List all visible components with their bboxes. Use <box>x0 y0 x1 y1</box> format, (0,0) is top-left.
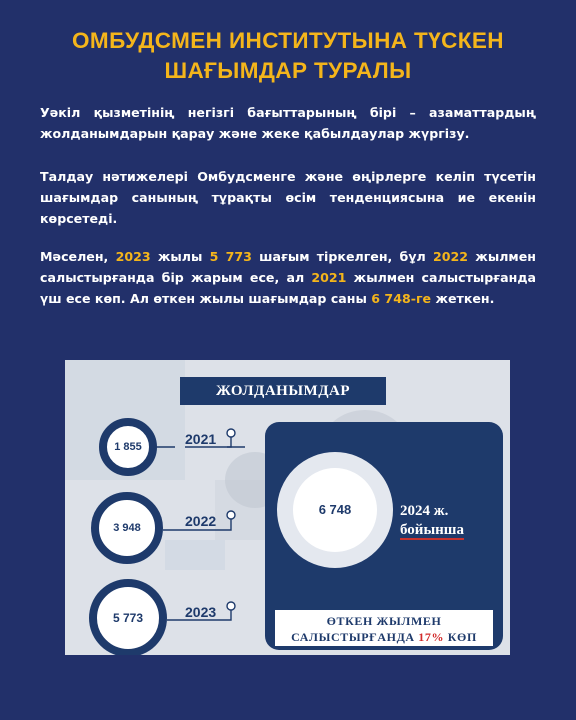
infographic <box>65 360 510 655</box>
paragraph-2: Талдау нәтижелері Омбудсменге және өңірлерге келіп түсетін шағымдар санының тұрақты өсім тенденциясына ие екенін көрсетеді. <box>40 169 536 226</box>
paragraph-1: Уәкіл қызметінің негізгі бағыттарының бірі – азаматтардың жолданымдарын қарау және жеке қабылдаулар жүргізу. <box>40 105 536 141</box>
paragraph-3 <box>40 246 536 309</box>
highlight-year-line1: 2024 ж. <box>400 503 449 519</box>
caption-line1: ӨТКЕН ЖЫЛМЕН <box>326 614 442 628</box>
year-label-2023: 2023 <box>185 604 217 620</box>
highlight-year <box>400 502 500 540</box>
ring-value: 5 773 <box>112 611 144 625</box>
text-segment: жылы <box>150 249 210 264</box>
big-ring-value: 6 748 <box>318 502 352 517</box>
ring-2023 <box>89 579 167 655</box>
text-segment: жылмен салыстырғанда үш есе көп. Ал өткен жылы шағымдар саны <box>40 270 536 306</box>
highlight-year-2023: 2023 <box>115 249 151 264</box>
highlight-year-2022: 2022 <box>433 249 469 264</box>
highlight-year-2021: 2021 <box>311 270 347 285</box>
caption-line2a: САЛЫСТЫРҒАНДА <box>291 630 419 644</box>
text-segment: жеткен. <box>431 291 495 306</box>
caption-percent: 17% <box>418 630 445 644</box>
highlight-panel <box>265 422 503 650</box>
caption-line2b: КӨП <box>444 630 477 644</box>
ring-2021 <box>99 418 157 476</box>
ring-value: 3 948 <box>113 522 141 534</box>
highlight-count-last-year: 6 748-ге <box>371 291 432 306</box>
highlight-count-2023: 5 773 <box>209 249 252 264</box>
year-label-2021: 2021 <box>185 431 217 447</box>
ring-2022 <box>91 492 163 564</box>
text-segment: жылмен салыстырғанда бір жарым есе, ал <box>40 249 536 285</box>
big-ring <box>277 452 393 568</box>
highlight-year-line2: бойынша <box>400 522 464 538</box>
comparison-caption <box>273 608 495 648</box>
text-segment: Мәселен, <box>40 249 116 264</box>
text-segment: шағым тіркелген, бұл <box>251 249 433 264</box>
ring-value: 1 855 <box>114 441 142 453</box>
year-label-2022: 2022 <box>185 513 217 529</box>
title-line-2: ШАҒЫМДАР ТУРАЛЫ <box>164 58 412 83</box>
infographic-banner: ЖОЛДАНЫМДАР <box>180 377 386 405</box>
title-line-1: ОМБУДСМЕН ИНСТИТУТЫНА ТҮСКЕН <box>72 28 504 53</box>
page-title <box>0 26 576 86</box>
